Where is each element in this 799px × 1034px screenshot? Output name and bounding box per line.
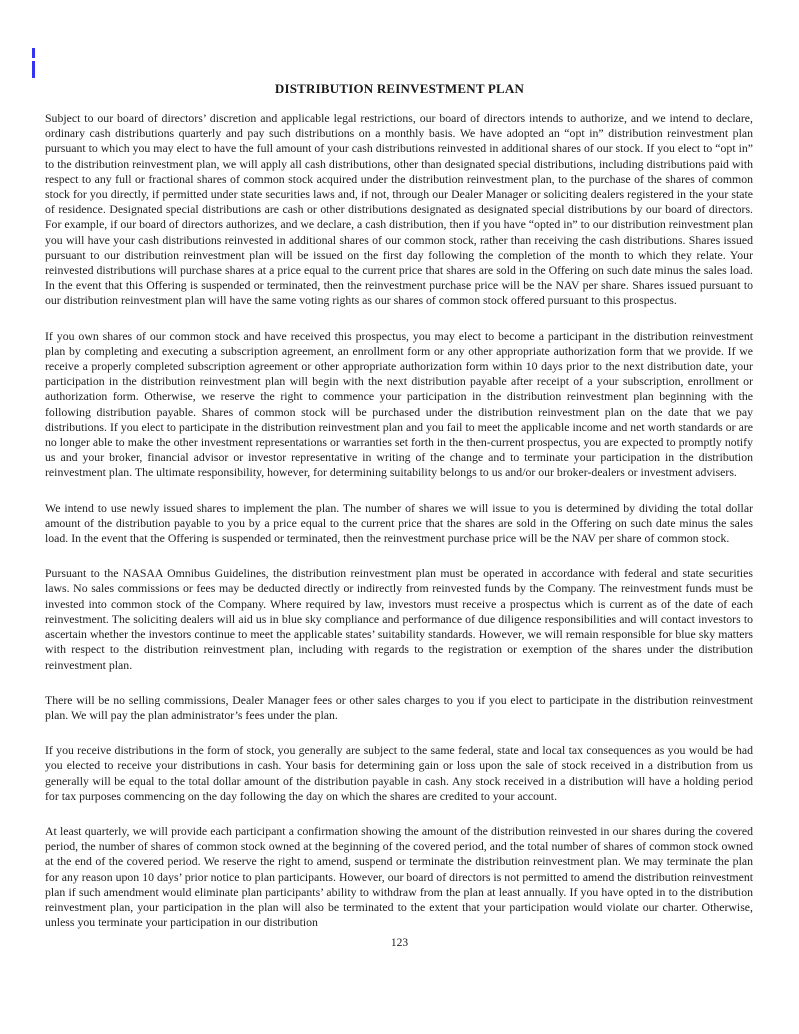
paragraph: There will be no selling commissions, Dealer Manager fees or other sales charges to you if you elect to participate in the distribution reinvestment plan. We will pay the plan administrator’s fees under the plan. (45, 692, 753, 722)
revision-mark-icon (32, 48, 35, 58)
document-body (45, 111, 753, 930)
paragraph: At least quarterly, we will provide each participant a confirmation showing the amount of the distribution reinvested in our shares during the covered period, the number of shares of common stock owned at the beginning of the covered period, and the total number of shares of common stock owned at the end of the covered period. We reserve the right to amend, suspend or terminate the distribution reinvestment plan. We may terminate the plan for any reason upon 10 days’ prior notice to plan participants. However, our board of directors is not permitted to amend the distribution reinvestment plan if such amendment would eliminate plan participants’ ability to withdraw from the plan at least annually. If you have opted in to the distribution reinvestment plan, your participation in the plan will also be terminated to the extent that your participation would violate our charter. Otherwise, unless you terminate your participation in our distribution (45, 823, 753, 930)
revision-mark-icon (32, 61, 35, 78)
page-title: DISTRIBUTION REINVESTMENT PLAN (274, 81, 525, 96)
paragraph: Pursuant to the NASAA Omnibus Guidelines, the distribution reinvestment plan must be operated in accordance with federal and state securities laws. No sales commissions or fees may be deducted directly or indirectly from reinvested funds by the Company. The reinvestment funds must be invested into common stock of the Company. Where required by law, investors must receive a prospectus which is current as of the date of each reinvestment. The soliciting dealers will aid us in blue sky compliance and performance of due diligence responsibilities and will contact investors to ascertain whether the investors continue to meet the applicable states’ suitability standards. However, we will remain responsible for blue sky matters with respect to the distribution reinvestment plan, including with regards to the registration or exemption of the shares under the distribution reinvestment plan. (45, 566, 753, 672)
paragraph: Subject to our board of directors’ discretion and applicable legal restrictions, our board of directors intends to authorize, and we intend to declare, ordinary cash distributions quarterly and pay such distributions on a monthly basis. We have adopted an “opt in” distribution reinvestment plan pursuant to which you may elect to have the full amount of your cash distributions reinvested in additional shares of our stock. If you elect to “opt in” to the distribution reinvestment plan, we will apply all cash distributions, other than designated special distributions, including distributions paid with respect to any full or fractional shares of common stock acquired under the distribution reinvestment plan, to the purchase of the shares of common stock for you directly, if permitted under state securities laws and, if not, through our Dealer Manager or soliciting dealers registered in the your state of residence. Designated special distributions are cash or other distributions designated as designated special distributions by our board of directors. For example, if our board of directors authorizes, and we declare, a cash distribution, then if you have “opted in” to our distribution reinvestment plan you will have your cash distributions reinvested in additional shares of our common stock, rather than receiving the cash distributions. Shares issued pursuant to our distribution reinvestment plan will be issued on the first day following the completion of the month to which they relate. Your reinvested distributions will purchase shares at a price equal to the current price that shares are sold in the Offering on such date minus the sales load. In the event that this Offering is suspended or terminated, then the reinvestment purchase price will be the NAV per share. Shares issued pursuant to our distribution reinvestment plan will have the same voting rights as our shares of common stock offered pursuant to this prospectus. (45, 111, 753, 308)
paragraph: If you own shares of our common stock and have received this prospectus, you may elect to become a participant in the distribution reinvestment plan by completing and executing a subscription agreement, an enrollment form or any other appropriate authorization form that we provide. If we receive a properly completed subscription agreement or other appropriate authorization form within 10 days prior to the next distribution date, your participation in the distribution reinvestment plan will begin with the next distribution payable after receipt of a your subscription, enrollment or authorization form. Otherwise, we reserve the right to commence your participation in the distribution reinvestment plan beginning with the following distribution payable. Shares of common stock will be purchased under the distribution reinvestment plan on the date that we pay distributions. If you elect to participate in the distribution reinvestment plan and you fail to meet the applicable income and net worth standards or are no longer able to make the other investment representations or warranties set forth in the then-current prospectus, you are expected to promptly notify us and your broker, financial advisor or investor representative in writing of the change and to terminate your participation in the distribution reinvestment plan. The ultimate responsibility, however, for determining suitability belongs to us and/or our broker-dealers or investment advisers. (45, 328, 753, 480)
paragraph: We intend to use newly issued shares to implement the plan. The number of shares we will issue to you is determined by dividing the total dollar amount of the distribution payable to you by a price equal to the current price that the shares are sold in the Offering on such date minus the sales load. In the event that the Offering is suspended or terminated, then the reinvestment purchase price will be the NAV per share of common stock. (45, 500, 753, 546)
paragraph: If you receive distributions in the form of stock, you generally are subject to the same federal, state and local tax consequences as you would be had you elected to receive your distributions in cash. Your basis for determining gain or loss upon the sale of stock received in a distribution from us generally will be equal to the total dollar amount of the distribution payable in cash. Any stock received in a distribution will have a holding period for tax purposes commencing on the day following the day on which the shares are credited to your account. (45, 743, 753, 803)
page-number: 123 (390, 937, 409, 950)
